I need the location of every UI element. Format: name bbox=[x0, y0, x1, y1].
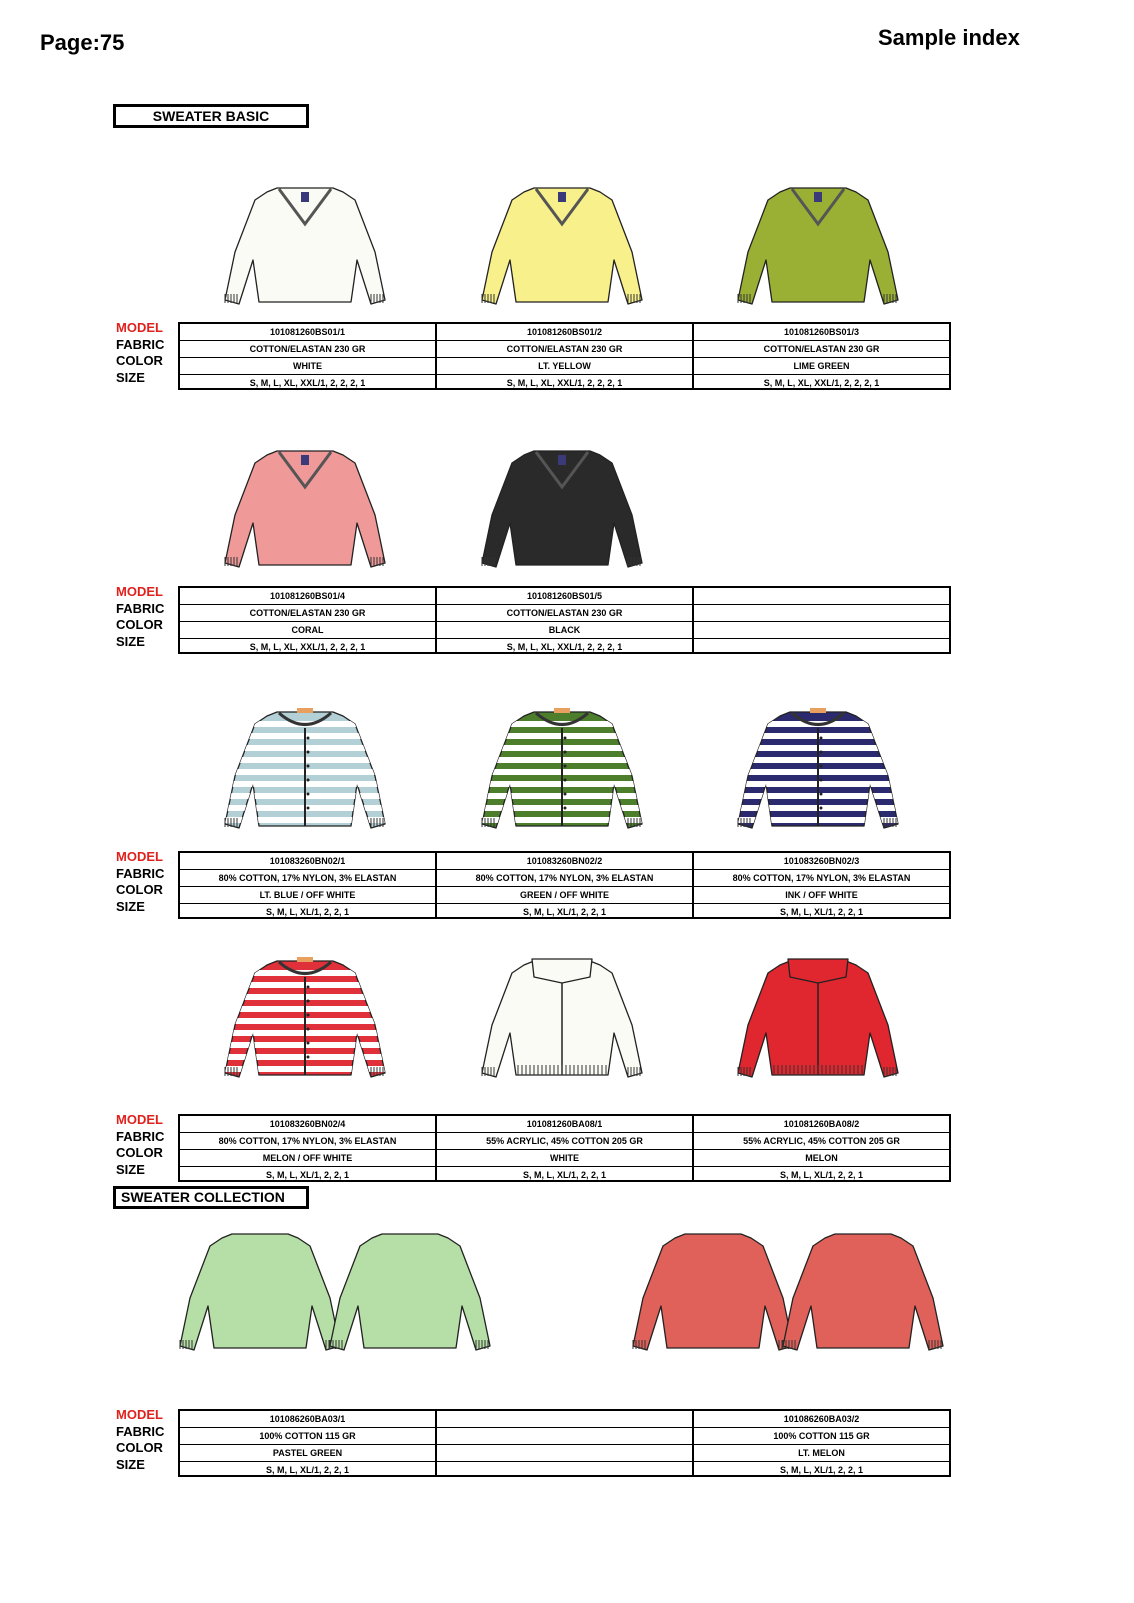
page-number: Page:75 bbox=[40, 30, 125, 55]
section-sweater-collection: SWEATER COLLECTION bbox=[113, 1186, 309, 1209]
label-size: SIZE bbox=[116, 1456, 145, 1472]
label-color: COLOR bbox=[116, 1145, 163, 1160]
cell-model: 101081260BS01/3 bbox=[694, 324, 949, 341]
cell-size: S, M, L, XL/1, 2, 2, 1 bbox=[779, 907, 864, 917]
sweater-illustration-0-2 bbox=[728, 182, 908, 322]
cell-model: 101086260BA03/2 bbox=[694, 1411, 949, 1428]
label-color: COLOR bbox=[116, 1440, 163, 1455]
cell-model: 101083260BN02/4 bbox=[180, 1116, 435, 1133]
spec-column bbox=[178, 324, 435, 388]
cell-fabric bbox=[694, 605, 949, 622]
cell-fabric: 80% COTTON, 17% NYLON, 3% ELASTAN bbox=[180, 870, 435, 887]
field-labels bbox=[116, 849, 174, 915]
cell-size bbox=[437, 1462, 692, 1478]
cell-size: S, M, L, XL/1, 2, 2, 1 bbox=[779, 1465, 864, 1475]
cell-size: S, M, L, XL, XXL/1, 2, 2, 2, 1 bbox=[506, 378, 623, 388]
spec-column bbox=[435, 588, 692, 652]
label-fabric: FABRIC bbox=[116, 865, 165, 881]
cell-fabric: 80% COTTON, 17% NYLON, 3% ELASTAN bbox=[180, 1133, 435, 1150]
cell-fabric: 55% ACRYLIC, 45% COTTON 205 GR bbox=[694, 1133, 949, 1150]
document-title: Sample index bbox=[878, 25, 1020, 50]
cell-size: S, M, L, XL/1, 2, 2, 1 bbox=[779, 1170, 864, 1180]
spec-column bbox=[692, 1116, 951, 1180]
label-model: MODEL bbox=[116, 1112, 163, 1127]
cell-fabric: COTTON/ELASTAN 230 GR bbox=[694, 341, 949, 358]
spec-table bbox=[178, 586, 951, 654]
label-fabric: FABRIC bbox=[116, 336, 165, 352]
cell-color: GREEN / OFF WHITE bbox=[437, 887, 692, 904]
cell-color bbox=[437, 1445, 692, 1462]
cell-size bbox=[694, 639, 949, 655]
cell-size: S, M, L, XL/1, 2, 2, 1 bbox=[265, 1465, 350, 1475]
sweater-illustration-0-1 bbox=[472, 182, 652, 322]
label-fabric: FABRIC bbox=[116, 1128, 165, 1144]
sweater-illustration-1-1 bbox=[472, 445, 652, 585]
spec-column bbox=[178, 588, 435, 652]
label-model: MODEL bbox=[116, 320, 163, 335]
cell-color: WHITE bbox=[180, 358, 435, 375]
field-labels bbox=[116, 584, 174, 650]
label-color: COLOR bbox=[116, 353, 163, 368]
spec-column bbox=[692, 853, 951, 917]
sweater-illustration-4-2-view-1 bbox=[773, 1228, 953, 1368]
cell-fabric bbox=[437, 1428, 692, 1445]
cell-color: LT. YELLOW bbox=[437, 358, 692, 375]
spec-column bbox=[178, 853, 435, 917]
cell-size: S, M, L, XL, XXL/1, 2, 2, 2, 1 bbox=[506, 642, 623, 652]
cell-size: S, M, L, XL, XXL/1, 2, 2, 2, 1 bbox=[249, 378, 366, 388]
spec-column bbox=[692, 588, 951, 652]
cell-fabric: COTTON/ELASTAN 230 GR bbox=[437, 341, 692, 358]
cell-model: 101081260BS01/2 bbox=[437, 324, 692, 341]
cell-model: 101081260BS01/4 bbox=[180, 588, 435, 605]
cell-fabric: COTTON/ELASTAN 230 GR bbox=[180, 605, 435, 622]
label-model: MODEL bbox=[116, 1407, 163, 1422]
sweater-illustration-2-1 bbox=[472, 706, 652, 846]
sweater-illustration-3-2 bbox=[728, 955, 908, 1095]
cell-size: S, M, L, XL, XXL/1, 2, 2, 2, 1 bbox=[249, 642, 366, 652]
spec-column bbox=[435, 853, 692, 917]
cell-model: 101086260BA03/1 bbox=[180, 1411, 435, 1428]
label-model: MODEL bbox=[116, 584, 163, 599]
cell-model: 101083260BN02/2 bbox=[437, 853, 692, 870]
cell-fabric: 80% COTTON, 17% NYLON, 3% ELASTAN bbox=[694, 870, 949, 887]
cell-size: S, M, L, XL/1, 2, 2, 1 bbox=[265, 907, 350, 917]
label-color: COLOR bbox=[116, 882, 163, 897]
spec-table bbox=[178, 1114, 951, 1182]
spec-column bbox=[178, 1116, 435, 1180]
spec-column bbox=[435, 324, 692, 388]
cell-fabric: 55% ACRYLIC, 45% COTTON 205 GR bbox=[437, 1133, 692, 1150]
label-size: SIZE bbox=[116, 898, 145, 914]
cell-size: S, M, L, XL, XXL/1, 2, 2, 2, 1 bbox=[763, 378, 880, 388]
spec-column bbox=[435, 1411, 692, 1475]
sweater-illustration-3-0 bbox=[215, 955, 395, 1095]
section-sweater-basic: SWEATER BASIC bbox=[113, 104, 309, 128]
spec-column bbox=[435, 1116, 692, 1180]
cell-fabric: 80% COTTON, 17% NYLON, 3% ELASTAN bbox=[437, 870, 692, 887]
spec-column bbox=[692, 324, 951, 388]
field-labels bbox=[116, 1407, 174, 1473]
cell-fabric: 100% COTTON 115 GR bbox=[694, 1428, 949, 1445]
cell-color: MELON / OFF WHITE bbox=[180, 1150, 435, 1167]
cell-fabric: COTTON/ELASTAN 230 GR bbox=[437, 605, 692, 622]
label-size: SIZE bbox=[116, 369, 145, 385]
cell-size: S, M, L, XL/1, 2, 2, 1 bbox=[522, 1170, 607, 1180]
cell-model: 101083260BN02/1 bbox=[180, 853, 435, 870]
cell-color: LT. MELON bbox=[694, 1445, 949, 1462]
cell-color: PASTEL GREEN bbox=[180, 1445, 435, 1462]
cell-color: BLACK bbox=[437, 622, 692, 639]
cell-fabric: 100% COTTON 115 GR bbox=[180, 1428, 435, 1445]
label-color: COLOR bbox=[116, 617, 163, 632]
cell-color: LIME GREEN bbox=[694, 358, 949, 375]
cell-color: INK / OFF WHITE bbox=[694, 887, 949, 904]
cell-model: 101083260BN02/3 bbox=[694, 853, 949, 870]
field-labels bbox=[116, 1112, 174, 1178]
sweater-illustration-4-0-view-1 bbox=[320, 1228, 500, 1368]
cell-fabric: COTTON/ELASTAN 230 GR bbox=[180, 341, 435, 358]
cell-model bbox=[437, 1411, 692, 1428]
cell-model: 101081260BS01/5 bbox=[437, 588, 692, 605]
sweater-illustration-0-0 bbox=[215, 182, 395, 322]
spec-table bbox=[178, 322, 951, 390]
cell-color: MELON bbox=[694, 1150, 949, 1167]
sweater-illustration-3-1 bbox=[472, 955, 652, 1095]
label-model: MODEL bbox=[116, 849, 163, 864]
spec-column bbox=[178, 1411, 435, 1475]
cell-size: S, M, L, XL/1, 2, 2, 1 bbox=[522, 907, 607, 917]
cell-model bbox=[694, 588, 949, 605]
cell-color: LT. BLUE / OFF WHITE bbox=[180, 887, 435, 904]
cell-size: S, M, L, XL/1, 2, 2, 1 bbox=[265, 1170, 350, 1180]
label-fabric: FABRIC bbox=[116, 1423, 165, 1439]
sweater-illustration-1-0 bbox=[215, 445, 395, 585]
cell-model: 101081260BA08/2 bbox=[694, 1116, 949, 1133]
spec-column bbox=[692, 1411, 951, 1475]
cell-color bbox=[694, 622, 949, 639]
cell-color: WHITE bbox=[437, 1150, 692, 1167]
label-size: SIZE bbox=[116, 633, 145, 649]
label-fabric: FABRIC bbox=[116, 600, 165, 616]
field-labels bbox=[116, 320, 174, 386]
cell-model: 101081260BA08/1 bbox=[437, 1116, 692, 1133]
spec-table bbox=[178, 851, 951, 919]
spec-table bbox=[178, 1409, 951, 1477]
sweater-illustration-2-0 bbox=[215, 706, 395, 846]
label-size: SIZE bbox=[116, 1161, 145, 1177]
cell-model: 101081260BS01/1 bbox=[180, 324, 435, 341]
sweater-illustration-2-2 bbox=[728, 706, 908, 846]
cell-color: CORAL bbox=[180, 622, 435, 639]
